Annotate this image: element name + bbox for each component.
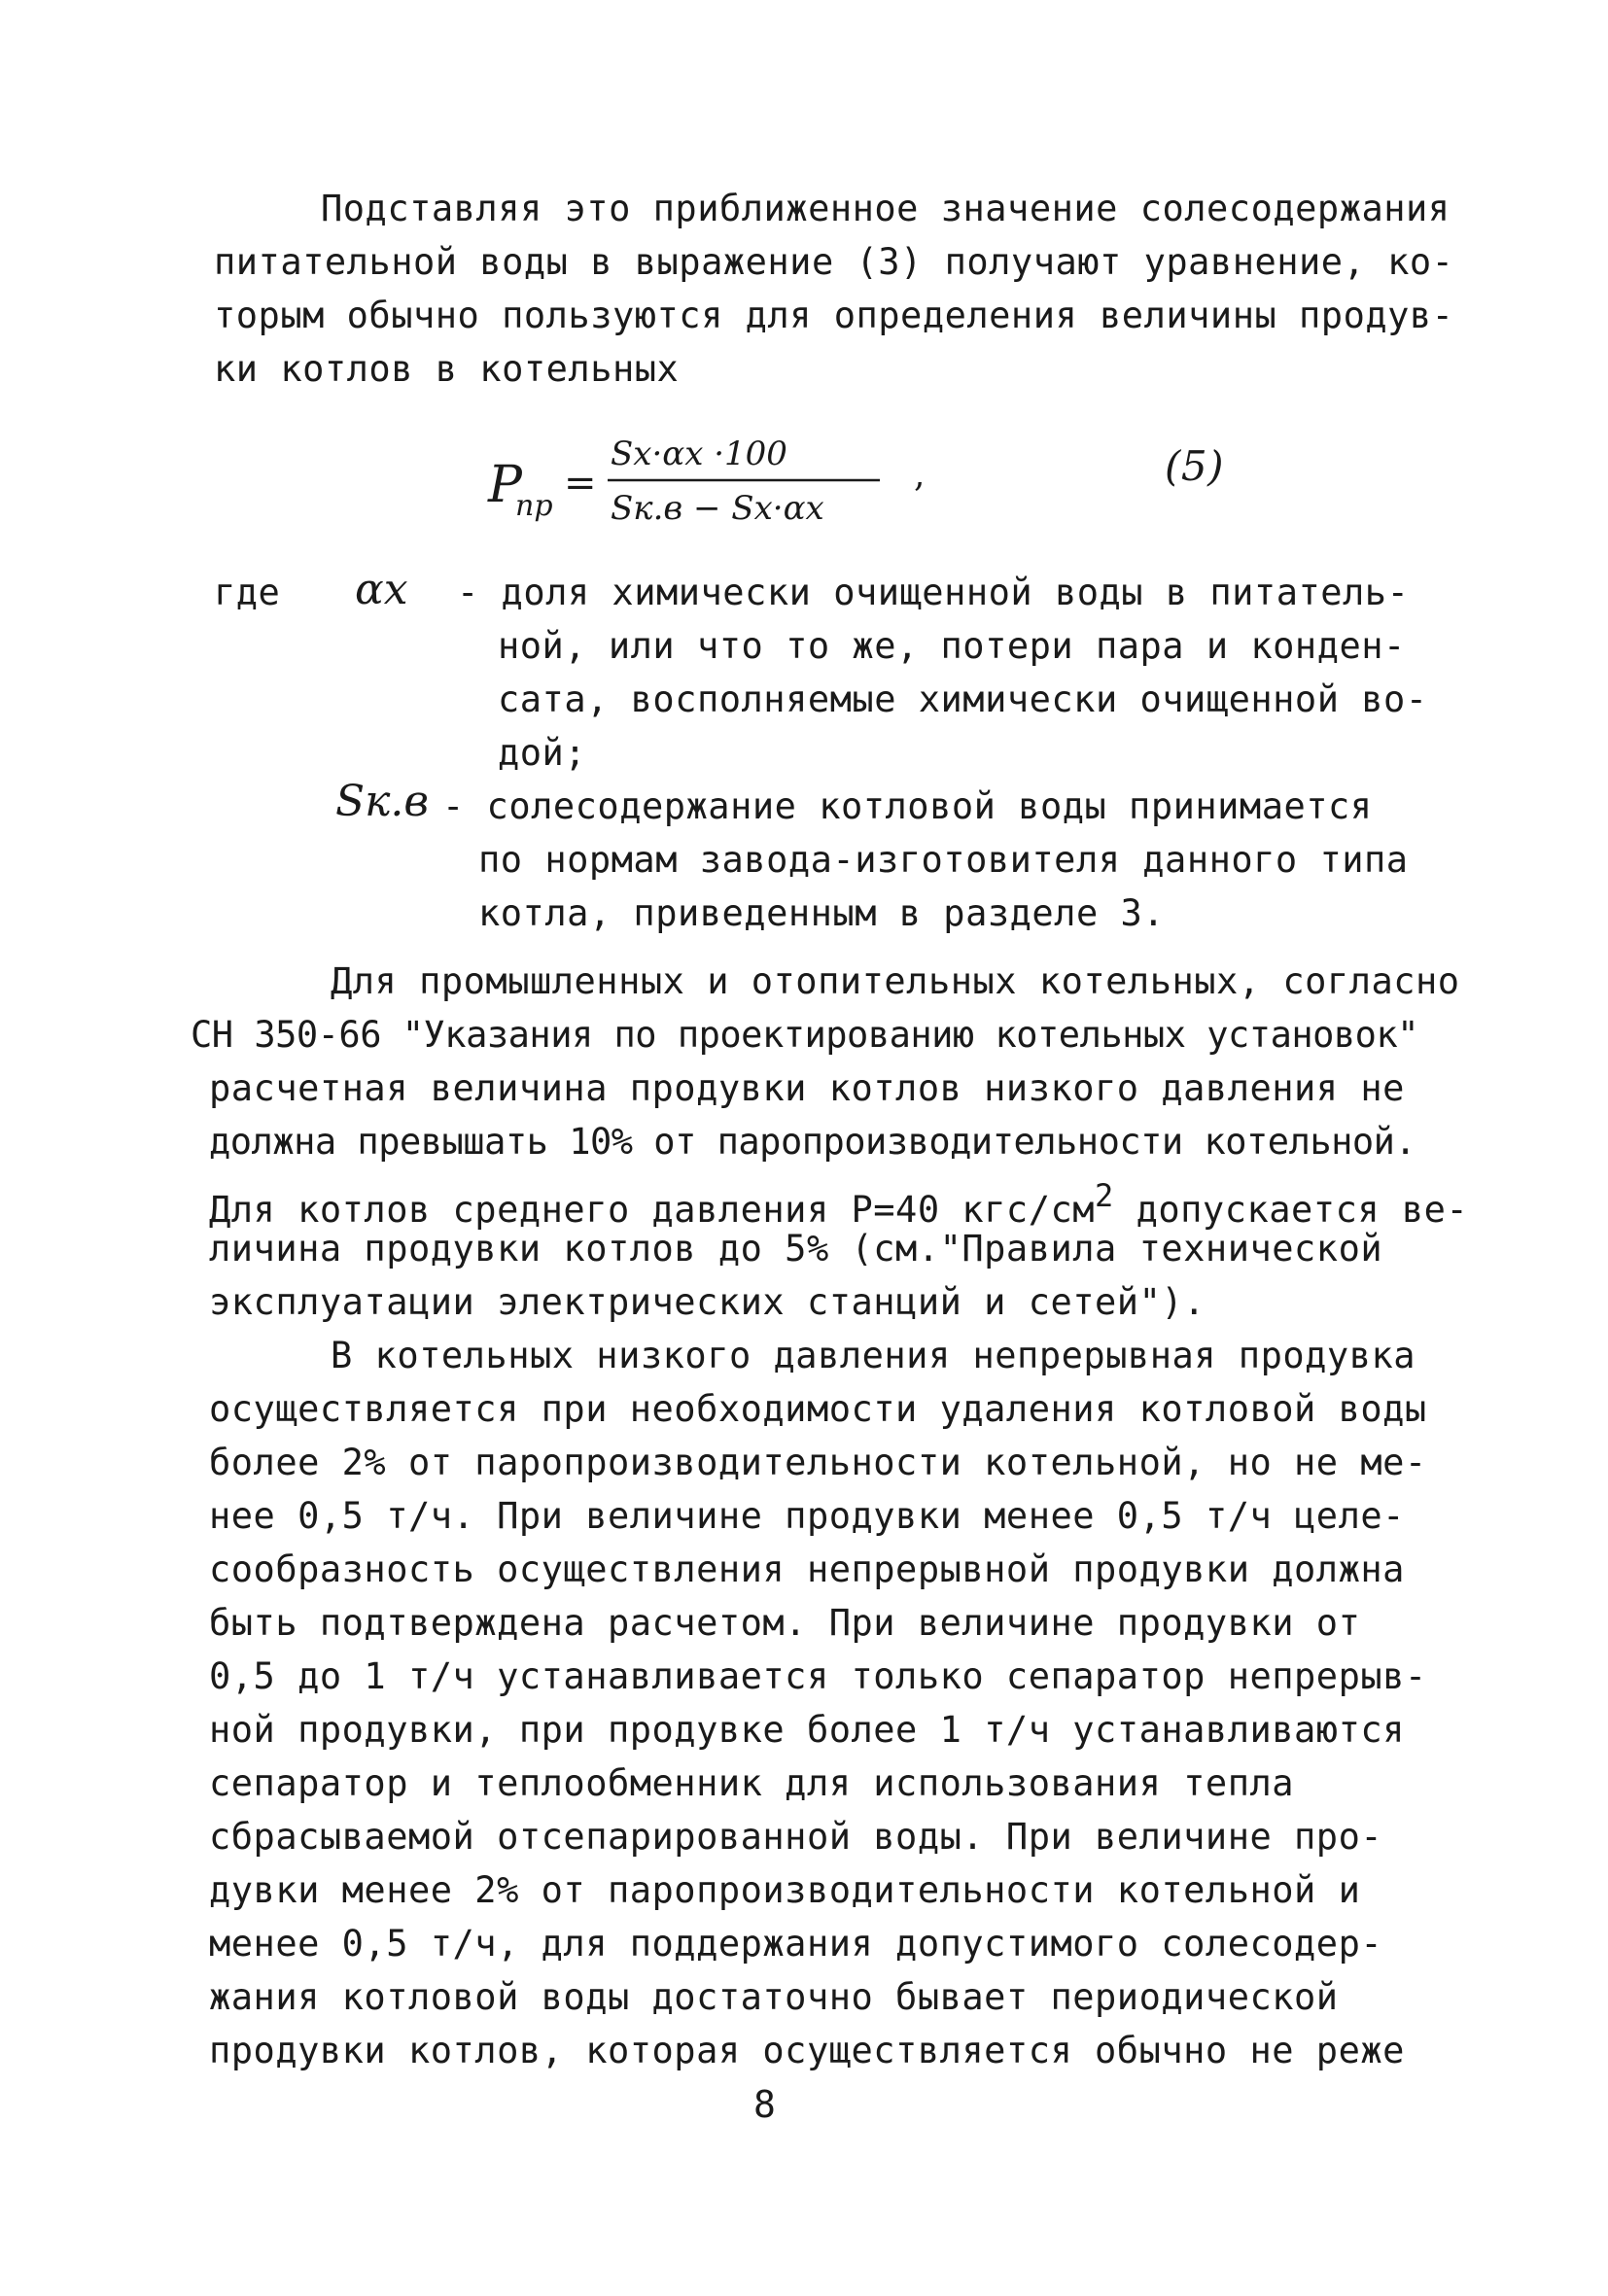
formula-denominator: Sк.в − Sx·αx [611, 489, 824, 528]
formula-lhs: P [488, 456, 522, 514]
paragraph3-line-4: нее 0,5 т/ч. При величине продувки менее 0,5 т/ч целе- [209, 1495, 1405, 1537]
paragraph2-line-2: СН 350-66 "Указания по проектированию котельных установок" [191, 1014, 1419, 1056]
paragraph3-line-9: сепаратор и теплообменник для использования тепла [209, 1762, 1295, 1804]
paragraph3-line-14: продувки котлов, которая осуществляется обычно не реже [209, 2030, 1405, 2071]
definition-2-symbol: Sк.в [335, 777, 430, 826]
paragraph3-line-7: 0,5 до 1 т/ч устанавливается только сепаратор непрерыв- [209, 1655, 1427, 1697]
paragraph3-line-11: дувки менее 2% от паропроизводительности котельной и [209, 1869, 1361, 1911]
paragraph3-line-5: сообразность осуществления непрерывной продувки должна [209, 1548, 1405, 1590]
where-label: где [214, 572, 281, 613]
paragraph3-line-2: осуществляется при необходимости удаления котловой воды [209, 1388, 1427, 1430]
definition-2-line-3: котла, приведенным в разделе 3. [478, 892, 1166, 934]
formula-lhs-sub: пр [515, 489, 553, 523]
paragraph1-line-2: питательной воды в выражение (3) получают уравнение, ко- [214, 241, 1454, 283]
paragraph2-line-4: должна превышать 10% от паропроизводительности котельной. [209, 1121, 1416, 1163]
definition-1-line-3: сата, восполняемые химически очищенной во- [498, 678, 1428, 720]
definition-2-line-2: по нормам завода-изготовителя данного типа [478, 839, 1409, 881]
paragraph3-line-10: сбрасываемой отсепарированной воды. При величине про- [209, 1816, 1383, 1858]
formula-number: (5) [1165, 442, 1224, 490]
page-number: 8 [753, 2083, 776, 2126]
formula-5 [486, 426, 992, 533]
paragraph1-line-4: ки котлов в котельных [214, 348, 680, 390]
paragraph3-line-1: В котельных низкого давления непрерывная продувка [331, 1335, 1416, 1376]
paragraph3-line-13: жания котловой воды достаточно бывает периодической [209, 1976, 1339, 2018]
paragraph2-line-1: Для промышленных и отопительных котельных, согласно [331, 960, 1460, 1002]
paragraph3-line-6: быть подтверждена расчетом. При величине продувки от [209, 1602, 1361, 1644]
paragraph2-line-5-text: Для котлов среднего давления Р=40 кгс/см [209, 1189, 1096, 1231]
definition-1-line-1: - доля химически очищенной воды в питатель- [457, 572, 1410, 613]
paragraph2-line-3: расчетная величина продувки котлов низкого давления не [209, 1067, 1405, 1109]
paragraph3-line-8: ной продувки, при продувке более 1 т/ч устанавливаются [209, 1709, 1405, 1751]
definition-2-line-1: - солесодержание котловой воды принимается [442, 785, 1373, 827]
superscript-2: 2 [1095, 1177, 1114, 1214]
paragraph2-line-6: личина продувки котлов до 5% (см."Правила технической [209, 1228, 1383, 1270]
paragraph3-line-3: более 2% от паропроизводительности котельной, но не ме- [209, 1442, 1427, 1483]
definition-1-line-4: дой; [498, 732, 587, 774]
paragraph1-line-3: торым обычно пользуются для определения величины продув- [214, 295, 1454, 336]
formula-comma: , [914, 455, 926, 495]
paragraph2-line-7: эксплуатации электрических станций и сетей"). [209, 1281, 1206, 1323]
formula-numerator: Sx·αx ·100 [611, 435, 787, 473]
definition-1-line-2: ной, или что то же, потери пара и конден- [498, 625, 1406, 667]
paragraph2-line-5-tail: допускается ве- [1113, 1189, 1469, 1231]
paragraph1-line-1: Подставляя это приближенное значение солесодержания [321, 188, 1451, 229]
definition-1-symbol: αx [355, 565, 408, 614]
paragraph3-line-12: менее 0,5 т/ч, для поддержания допустимого солесодер- [209, 1923, 1383, 1965]
formula-equals: = [564, 461, 597, 505]
